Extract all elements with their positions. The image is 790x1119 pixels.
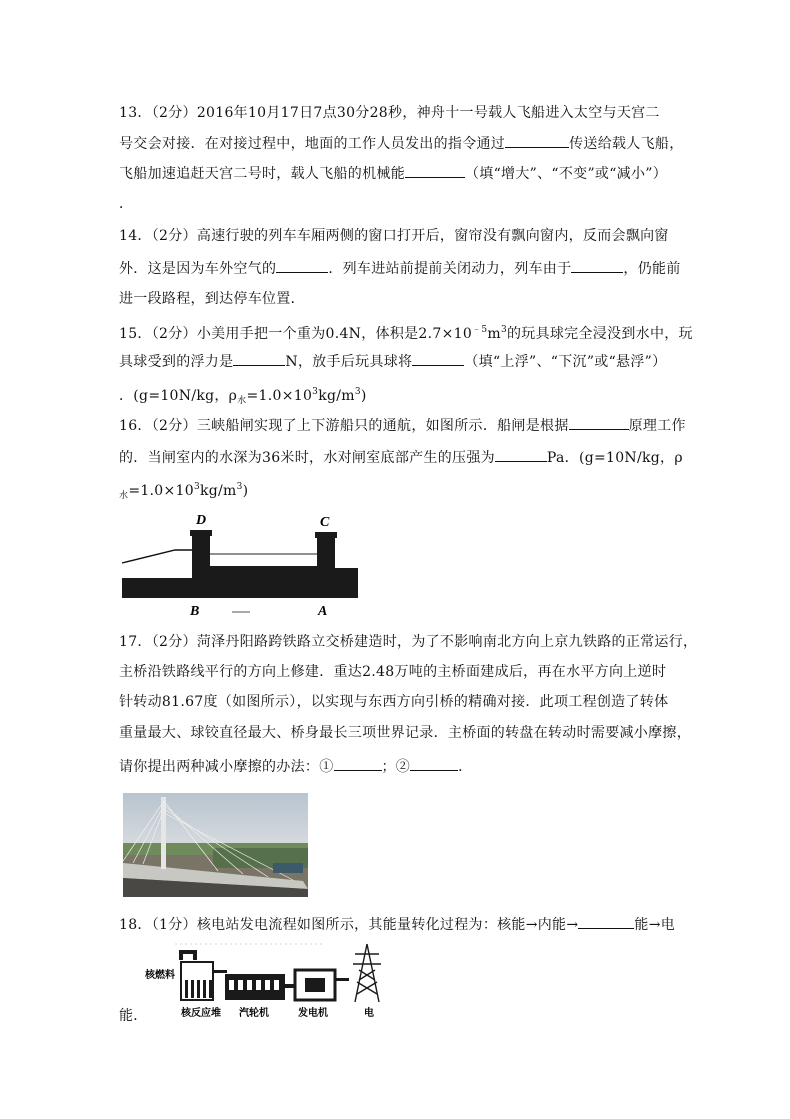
q13-answer-blank-2[interactable] [405, 163, 465, 178]
q17-line-3: 针转动81.67度（如图所示），以实现与东西方向引桥的精确对接．此项工程创造了转体 [119, 694, 669, 710]
ship-lock-figure [120, 508, 360, 620]
upstream-water-line [122, 550, 200, 563]
q15-exponent: 3 [354, 387, 361, 397]
q16-text: 的．当闸室内的水深为36米时，水对闸室底部产生的压强为 [119, 450, 495, 466]
q16-exponent: 3 [193, 482, 200, 492]
lock-chamber-floor [210, 566, 317, 588]
q15-exponent: 3 [312, 387, 319, 397]
reactor-top [179, 950, 197, 960]
q13-text: 号交会对接．在对接过程中，地面的工作人员发出的指令通过 [119, 136, 506, 152]
q18-line-1 [119, 914, 675, 935]
bridge-photo [123, 793, 308, 897]
q17-line-1: 17．（2分）菏泽丹阳路跨铁路立交桥建造时，为了不影响南北方向上京九铁路的正常运行， [119, 634, 698, 650]
q13-line-4: ． [119, 196, 134, 212]
q16-line-2 [119, 447, 683, 468]
q15-text: ) [360, 388, 367, 404]
q18-line-2: 能． [119, 1008, 148, 1024]
q15-text: （填“上浮”、“下沉”或“悬浮”） [464, 354, 667, 370]
q17-line-5 [119, 756, 472, 777]
q17-text: 请你提出两种减小摩擦的办法：① [119, 759, 334, 775]
nuclear-plant-diagram [145, 940, 390, 1022]
q13-text: （填“增大”、“不变”或“减小”） [465, 166, 668, 182]
q14-answer-blank-2[interactable] [571, 258, 623, 273]
q13-line-2 [119, 133, 684, 154]
q15-text: N，放手后玩具球将 [285, 354, 413, 370]
q16-exponent: 3 [236, 482, 243, 492]
q14-text: 外．这是因为车外空气的 [119, 261, 277, 277]
q18-text: 能→电 [634, 917, 676, 933]
q17-text: ；② [381, 759, 411, 775]
q15-text: 具球受到的浮力是 [119, 354, 234, 370]
q15-text: 的玩具球完全浸没到水中，玩 [506, 326, 693, 342]
label-reactor: 核反应堆 [181, 1008, 221, 1019]
label-electricity: 电 [364, 1008, 374, 1019]
q18-text: 18．（1分）核电站发电流程如图所示，其能量转化过程为：核能→内能→ [119, 917, 579, 933]
q15-answer-blank-1[interactable] [233, 351, 285, 366]
label-turbine: 汽轮机 [239, 1008, 269, 1019]
q13-line-3 [119, 163, 667, 184]
q15-exponent: ﹣5 [472, 325, 488, 335]
q16-text: kg/m [199, 483, 237, 499]
q17-text: ． [458, 759, 473, 775]
q16-answer-blank-2[interactable] [495, 447, 547, 462]
q13-text: 飞船加速追赶天宫二号时，载人飞船的机械能 [119, 166, 405, 182]
power-tower [353, 944, 381, 1002]
q16-text: Pa．(g=10N/kg，ρ [546, 450, 683, 466]
q15-answer-blank-2[interactable] [412, 351, 464, 366]
label-b: B [190, 604, 200, 619]
label-d: D [196, 513, 207, 528]
q14-text: ．列车进站前提前关闭动力，列车由于 [328, 261, 572, 277]
q14-line-3: 进一段路程，到达停车位置． [119, 291, 305, 307]
label-a: A [318, 604, 328, 619]
q14-text: ，仍能前 [623, 261, 681, 277]
q16-answer-blank-1[interactable] [569, 415, 629, 430]
q17-line-2: 主桥沿铁路线平行的方向上修建．重达2.48万吨的主桥面建成后，再在水平方向上逆时 [119, 664, 667, 680]
q15-text: 15．（2分）小美用手把一个重为0.4N，体积是2.7×10 [119, 326, 473, 342]
q15-subscript: 水 [237, 396, 247, 406]
q14-answer-blank-1[interactable] [276, 258, 328, 273]
q17-line-4: 重量最大、球铰直径最大、桥身最长三项世界记录．主桥面的转盘在转动时需要减小摩擦， [119, 725, 691, 741]
gate-d-cap [190, 530, 212, 536]
gate-c [317, 534, 335, 590]
bridge-tower [161, 797, 166, 869]
label-c: C [320, 515, 330, 530]
q16-text: ) [242, 483, 249, 499]
gate-d [192, 532, 210, 588]
q15-line-1 [119, 320, 693, 344]
label-generator: 发电机 [298, 1008, 328, 1019]
q13-answer-blank-1[interactable] [505, 133, 569, 148]
q16-text: 16．（2分）三峡船闸实现了上下游船只的通航，如图所示．船闸是根据 [119, 418, 569, 434]
q16-text: =1.0×10 [128, 483, 194, 499]
q16-line-1 [119, 415, 686, 436]
q13-text: 传送给载人飞船， [569, 136, 684, 152]
upstream-bed [122, 578, 192, 588]
q15-line-3 [119, 382, 367, 411]
q17-answer-blank-2[interactable] [410, 756, 458, 771]
q16-text: 原理工作 [628, 418, 686, 434]
q14-line-2 [119, 258, 681, 279]
q14-line-1: 14．（2分）高速行驶的列车车厢两侧的窗口打开后，窗帘没有飘向窗内，反而会飘向窗 [119, 228, 669, 244]
q15-line-2 [119, 351, 666, 372]
label-nuclear-fuel: 核燃料 [145, 970, 175, 981]
q15-text: m [487, 326, 501, 342]
q16-subscript: 水 [119, 491, 129, 501]
q13-line-1: 13．（2分）2016年10月17日7点30分28秒，神舟十一号载人飞船进入太空与天宫二 [119, 105, 660, 121]
q17-answer-blank-1[interactable] [334, 756, 382, 771]
gate-c-cap [315, 532, 337, 538]
q16-line-3 [119, 477, 248, 506]
q15-exponent: 3 [500, 325, 507, 335]
q18-answer-blank-1[interactable] [578, 914, 634, 929]
q15-text: ．(g=10N/kg，ρ [119, 388, 238, 404]
q15-text: kg/m [318, 388, 355, 404]
foundation [122, 588, 358, 598]
q15-text: =1.0×10 [246, 388, 313, 404]
